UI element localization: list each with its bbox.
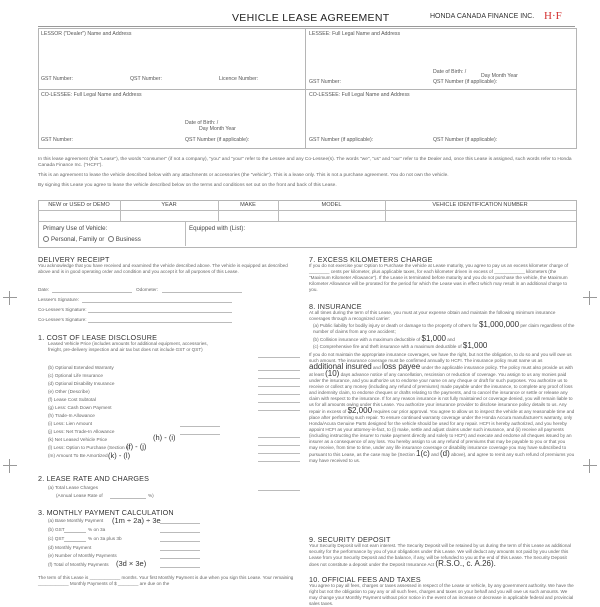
- insurance-body-text: under the applicable insurance policy. The policy must also provide us with at least: [309, 365, 573, 377]
- cost-item: (h) Trade-In Allowance: [48, 413, 95, 418]
- registration-mark: [3, 459, 17, 473]
- annual-rate-pct: %): [148, 493, 154, 498]
- amount-line[interactable]: [258, 490, 300, 491]
- insurance-a-amount: $1,000,000: [478, 320, 520, 329]
- cost-item: (j) Less: Net Trade-In Allowance: [48, 429, 115, 434]
- insurance-body-text: days advance notice of any cancellation, rescission or reduction of coverage. You assign to us any monies paid under the insurance, and you authorize us to endorse your name on any cheque or draft for such purposes.: [309, 372, 567, 383]
- amount-line[interactable]: [258, 461, 300, 462]
- payment-formula: % on 3a plus 3b: [88, 536, 122, 541]
- section-8-heading: 8. INSURANCE: [309, 302, 362, 311]
- vehicle-header-year: YEAR: [161, 202, 177, 208]
- amount-line[interactable]: [258, 453, 300, 454]
- lessee-dmy: Day Month Year: [481, 73, 518, 79]
- insurance-body-text: The insurance policy must name us as: [464, 358, 543, 363]
- insurance-emphasis: (10): [325, 369, 340, 378]
- insurance-emphasis: additional insured: [309, 362, 372, 371]
- amount-line[interactable]: [258, 445, 300, 446]
- insurance-emphasis: $2,000: [347, 406, 373, 415]
- header-rule: [38, 26, 575, 27]
- business-radio[interactable]: [108, 236, 114, 242]
- formula-f-minus-j: (f) - (j): [126, 442, 147, 451]
- registration-mark: [583, 459, 597, 473]
- colessee-signature-label: Co-Lessee's Signature:: [38, 307, 87, 312]
- amount-line[interactable]: [258, 378, 300, 379]
- date-line[interactable]: [52, 292, 132, 293]
- lessor-label: LESSOR ("Dealer") Name and Address: [41, 31, 132, 37]
- cost-item: (l) Less: Option to Purchase (Section 6): [48, 445, 131, 450]
- lessee-signature-label: Lessee's Signature:: [38, 297, 80, 302]
- insurance-body-text: above), and agree to remit any such refund of premiums you may have received to us.: [309, 452, 575, 463]
- colessee-signature-line[interactable]: [88, 312, 232, 313]
- colessee-gst: GST Number:: [41, 137, 73, 143]
- cost-item: (c) Optional Life Insurance: [48, 373, 103, 378]
- payment-item: (f) Total of Monthly Payments: [48, 562, 109, 567]
- insurance-body: [309, 352, 575, 464]
- registration-mark: [583, 291, 597, 305]
- insurance-emphasis: loss payee: [381, 362, 421, 371]
- delivery-odometer: Odometer:: [136, 287, 159, 292]
- payment-formula: (3d × 3e): [116, 559, 147, 568]
- section-1-intro: Leased Vehicle Price (includes amounts for additional equipment, accessories, freight, pre-delivery inspection and air tax but does not include GST or QST): [48, 341, 208, 352]
- lessor-box: [38, 28, 306, 90]
- vehicle-header-model: MODEL: [321, 202, 342, 208]
- insurance-body-text: You authorize your insurance provider to disclose insurance policy details to us. Any repair in excess of: [309, 402, 567, 414]
- section-10-heading: 10. OFFICIAL FEES AND TAXES: [309, 575, 421, 584]
- section-7-text: If you do not exercise your Option to Purchase the vehicle at Lease maturity, you agree to pay us an excess kilometer charge of ________ cents per kilometer, plus applicable taxes, for each kilometer driven in excess of ____________ kilometers (the "Maximum Kilometer Allowance"). If the Lease is terminated before maturity and you do not purchase the vehicle, the Maximum Kilometer Allowance will be prorated for the period for which the Lease was in effect which may result in an additional charge to you.: [309, 263, 569, 292]
- amount-line[interactable]: [160, 550, 200, 551]
- payment-item: (e) Number of Monthly Payments: [48, 553, 117, 558]
- lessee-dob: Date of Birth: /: [433, 69, 467, 75]
- amount-line[interactable]: [160, 567, 200, 568]
- amount-line[interactable]: [258, 394, 300, 395]
- security-deposit-text: Your Security Deposit will not earn interest. The Security Deposit will be retained by us during the term of this Lease as additional security for the performance by you of your obligations under this Lease. We will deduct any amounts not paid by you under this Lease from your Security Deposit and the balance, if any, will be refunded to you at the end of this Lease. The Security Deposit does not constitute a deposit under the Deposit Insurance Act: [309, 543, 571, 567]
- equipped-label: Equipped with (List):: [189, 225, 246, 232]
- insurance-body-text: If you do not maintain the appropriate insurance coverages, we have the right, but not the obligation, to do so and you will owe us such amount. The insurance coverage must be confirmed annually to HCFI.: [309, 352, 572, 363]
- lessee-qst: QST Number (if applicable):: [433, 79, 498, 85]
- lessee-label: LESSEE: Full Legal Name and Address: [309, 31, 401, 37]
- insurance-a-tail: per claim regardless of the number of claims from any one accident;: [313, 323, 575, 334]
- annual-rate-label: (Annual Lease Rate of: [56, 493, 103, 498]
- insurance-emphasis: (d): [440, 449, 450, 458]
- colessee-label: CO-LESSEE: Full Legal Name and Address: [41, 92, 142, 98]
- delivery-date: Date:: [38, 287, 50, 292]
- colessee-box: [38, 89, 306, 149]
- section-7-heading: 7. EXCESS KILOMETERS CHARGE: [309, 255, 433, 264]
- colessee-qst: QST Number (if applicable):: [185, 137, 250, 143]
- cost-item: (b) Optional Extended Warranty: [48, 365, 114, 370]
- insurance-body-text: and: [373, 365, 381, 370]
- vehicle-use-divider: [185, 221, 186, 246]
- vehicle-table-header-rule: [38, 210, 576, 211]
- section-9-heading: 9. SECURITY DEPOSIT: [309, 535, 391, 544]
- amount-line[interactable]: [180, 426, 220, 427]
- vehicle-table-row-rule: [38, 221, 576, 222]
- payment-formula: (1m ÷ 2a) ÷ 3e: [112, 516, 161, 525]
- colessee-signature-label-2: Co-Lessee's Signature:: [38, 317, 87, 322]
- colessee2-gst: GST Number (if applicable):: [309, 137, 374, 143]
- primary-use-label: Primary Use of Vehicle:: [43, 225, 108, 232]
- amount-line[interactable]: [258, 402, 300, 403]
- delivery-text: You acknowledge that you have received and examined the vehicle described above. The vehicle is equipped as described above and is in good operating order and condition and you accept it for all purposes of this Lease.: [38, 263, 288, 274]
- payment-item: (c) QST: [48, 536, 65, 541]
- lease-term-text: The term of this Lease is ____________ months. Your first Monthly Payment is due when you sign this Lease. Your remaining ____________ Monthly Payments of $ ________ are due on the: [38, 575, 294, 586]
- insurance-body-text: requires our prior approval. You agree to allow us to inspect the vehicle at any reasonable time and place after performing such repair. To ensure continued warranty coverage under the Honda Accura manufacturer's warranty, only Honda/Acura Genuine Parts designed for the vehicle should be used for any repair.: [309, 409, 575, 426]
- insurance-body-text: You authorize us to receive or collect any money (including any refund of premiums) made payable under the insurance, to complete any proof of loss and indemnity claim, to endorse cheques or drafts relating to the payments, and to cancel the insurance or settle or release any claim with respect to the insurance. If for any reason insurance is not fully maintained or coverage denied, you will remain liable to us for all amounts owing under this Lease.: [309, 378, 573, 407]
- formula-k-minus-l: (k) - (l): [108, 451, 131, 460]
- personal-option-label: Personal, Family or: [51, 236, 105, 243]
- section-1-heading: 1. COST OF LEASE DISCLOSURE: [38, 333, 158, 342]
- insurance-b-amount: $1,000: [421, 334, 446, 343]
- business-option-label: Business: [115, 236, 141, 243]
- insurance-item-b: [313, 336, 575, 343]
- section-2-heading: 2. LEASE RATE AND CHARGES: [38, 474, 150, 483]
- colessee2-label: CO-LESSEE: Full Legal Name and Address: [309, 92, 410, 98]
- odometer-line[interactable]: [162, 292, 242, 293]
- insurance-item-c: [313, 343, 575, 350]
- amount-line[interactable]: [160, 558, 200, 559]
- amount-line[interactable]: [160, 532, 200, 533]
- lessee-signature-line[interactable]: [82, 302, 232, 303]
- qst-rate-line[interactable]: [64, 541, 86, 542]
- vehicle-header-vin: VEHICLE IDENTIFICATION NUMBER: [432, 202, 528, 208]
- insurance-c-text: (c) Comprehensive fire and theft insurance with a maximum deductible of: [313, 344, 462, 349]
- cost-item: (e) Other (Describe): [48, 389, 90, 394]
- delivery-heading: DELIVERY RECEIPT: [38, 255, 110, 264]
- vehicle-header-make: MAKE: [240, 202, 256, 208]
- amount-line[interactable]: [258, 357, 300, 358]
- amount-line[interactable]: [258, 437, 300, 438]
- colessee-dmy: Day Month Year: [199, 126, 236, 132]
- amount-line[interactable]: [180, 434, 220, 435]
- intro-paragraph-3: By signing this Lease you agree to lease the vehicle described below on the terms and conditions set out on the front and back of this Lease.: [38, 183, 337, 188]
- registration-mark: [3, 291, 17, 305]
- insurance-body-text: HCFI is hereby authorized, and you hereby appoint HCFI as your attorney-in-fact, to (i) make, settle and adjust claims under such insurance, and (ii) receive all payments (including instructing the insurer to make payment directly and solely to HCFI) and execute and endorse all cheques issued by an insurer as a consequence of any loss.: [309, 421, 572, 444]
- amount-line[interactable]: [258, 410, 300, 411]
- personal-radio[interactable]: [43, 236, 49, 242]
- cost-item: (g) Less: Cash Down Payment: [48, 405, 112, 410]
- cost-item: (d) Optional Disability Insurance: [48, 381, 115, 386]
- company-name: HONDA CANADA FINANCE INC.: [430, 13, 535, 20]
- payment-formula: % on 3a: [88, 527, 106, 532]
- cost-item: (i) Less: Lien Amount: [48, 421, 93, 426]
- amount-line[interactable]: [258, 386, 300, 387]
- annual-rate-line[interactable]: [110, 498, 146, 499]
- insurance-c-amount: $1,000: [462, 341, 488, 350]
- colessee2-qst: QST Number (if applicable):: [433, 137, 498, 143]
- insurance-b-text: (b) Collision insurance with a maximum deductible of: [313, 337, 421, 342]
- payment-item: (b) GST: [48, 527, 65, 532]
- payment-item: (d) Monthly Payment: [48, 545, 92, 550]
- insurance-body-text: You hereby assign to us any refund of premiums that may be payable to you or that you may receive, from time to time, under any life insurance coverage or disability insurance coverage you may have subscribed to pursuant to this Lease, as the case may be (Section: [309, 439, 567, 457]
- lessor-gst: GST Number:: [41, 76, 73, 82]
- lessee-gst: GST Number:: [309, 79, 341, 85]
- insurance-b-tail: and: [447, 337, 455, 342]
- insurance-a-text: (a) Public liability for bodily injury or death or damage to the property of others for: [313, 323, 478, 328]
- intro-paragraph-1: In this lease agreement (this "Lease"), the words "consumer" (if not a company), "you" and "your" refer to the Lessee and any Co-Lessee(s). The words "we", "us" and "our" refer to the Dealer and, once this Lease is assigned, such words refer to Honda Canada Finance Inc. ("HCFI").: [38, 157, 572, 168]
- payment-item: (a) Base Monthly Payment: [48, 518, 104, 523]
- primary-use-options: [43, 236, 141, 243]
- intro-paragraph-2: This is an agreement to lease the vehicle described below with any attachments or accessories (the "vehicle"). This is a lease only. This is not a purchase agreement. You do not own the vehicle.: [38, 173, 449, 178]
- gst-rate-line[interactable]: [64, 532, 86, 533]
- insurance-body-text: and: [431, 452, 439, 457]
- lease-charges-label: (a) Total Lease Charges: [48, 485, 98, 490]
- colessee-dob: Date of Birth: /: [185, 120, 219, 126]
- lessor-licence: Licence Number:: [219, 76, 259, 82]
- hcf-logo: H·F: [544, 10, 562, 22]
- vehicle-header-condition: NEW or USED or DEMO: [48, 202, 110, 208]
- section-10-text: You agree to pay all fees, charges or taxes assessed in respect of the Lease or vehicle, by any government authority. We have the right but not the obligation to pay any or all such fees, charges and taxes on your behalf and you will owe us such amounts. We may change your Monthly Payment without prior notice in the event of an increase or decrease in applicable federal and provincial sales taxes.: [309, 583, 574, 606]
- section-9-text: [309, 543, 575, 568]
- formula-h-minus-i: (h) - (i): [153, 433, 176, 442]
- insurance-emphasis: 1(c): [416, 449, 430, 458]
- cost-item: (f) Lease Cost Subtotal: [48, 397, 96, 402]
- cost-item: (k) Net Leased Vehicle Price: [48, 437, 108, 442]
- amount-line[interactable]: [160, 523, 200, 524]
- section-8-intro: At all times during the term of this Lease, you must at your expense obtain and maintain the following minimum insurance coverages through a recognized carrier:: [309, 310, 556, 321]
- document-title: VEHICLE LEASE AGREEMENT: [232, 12, 390, 24]
- colessee-signature-line-2[interactable]: [88, 322, 232, 323]
- cost-item: (m) Amount To Be Amortized: [48, 453, 108, 458]
- amount-line[interactable]: [160, 541, 200, 542]
- security-deposit-ref: (R.S.O., c. A.26).: [435, 559, 496, 568]
- section-3-heading: 3. MONTHLY PAYMENT CALCULATION: [38, 508, 174, 517]
- amount-line[interactable]: [258, 370, 300, 371]
- lessor-qst: QST Number:: [130, 76, 162, 82]
